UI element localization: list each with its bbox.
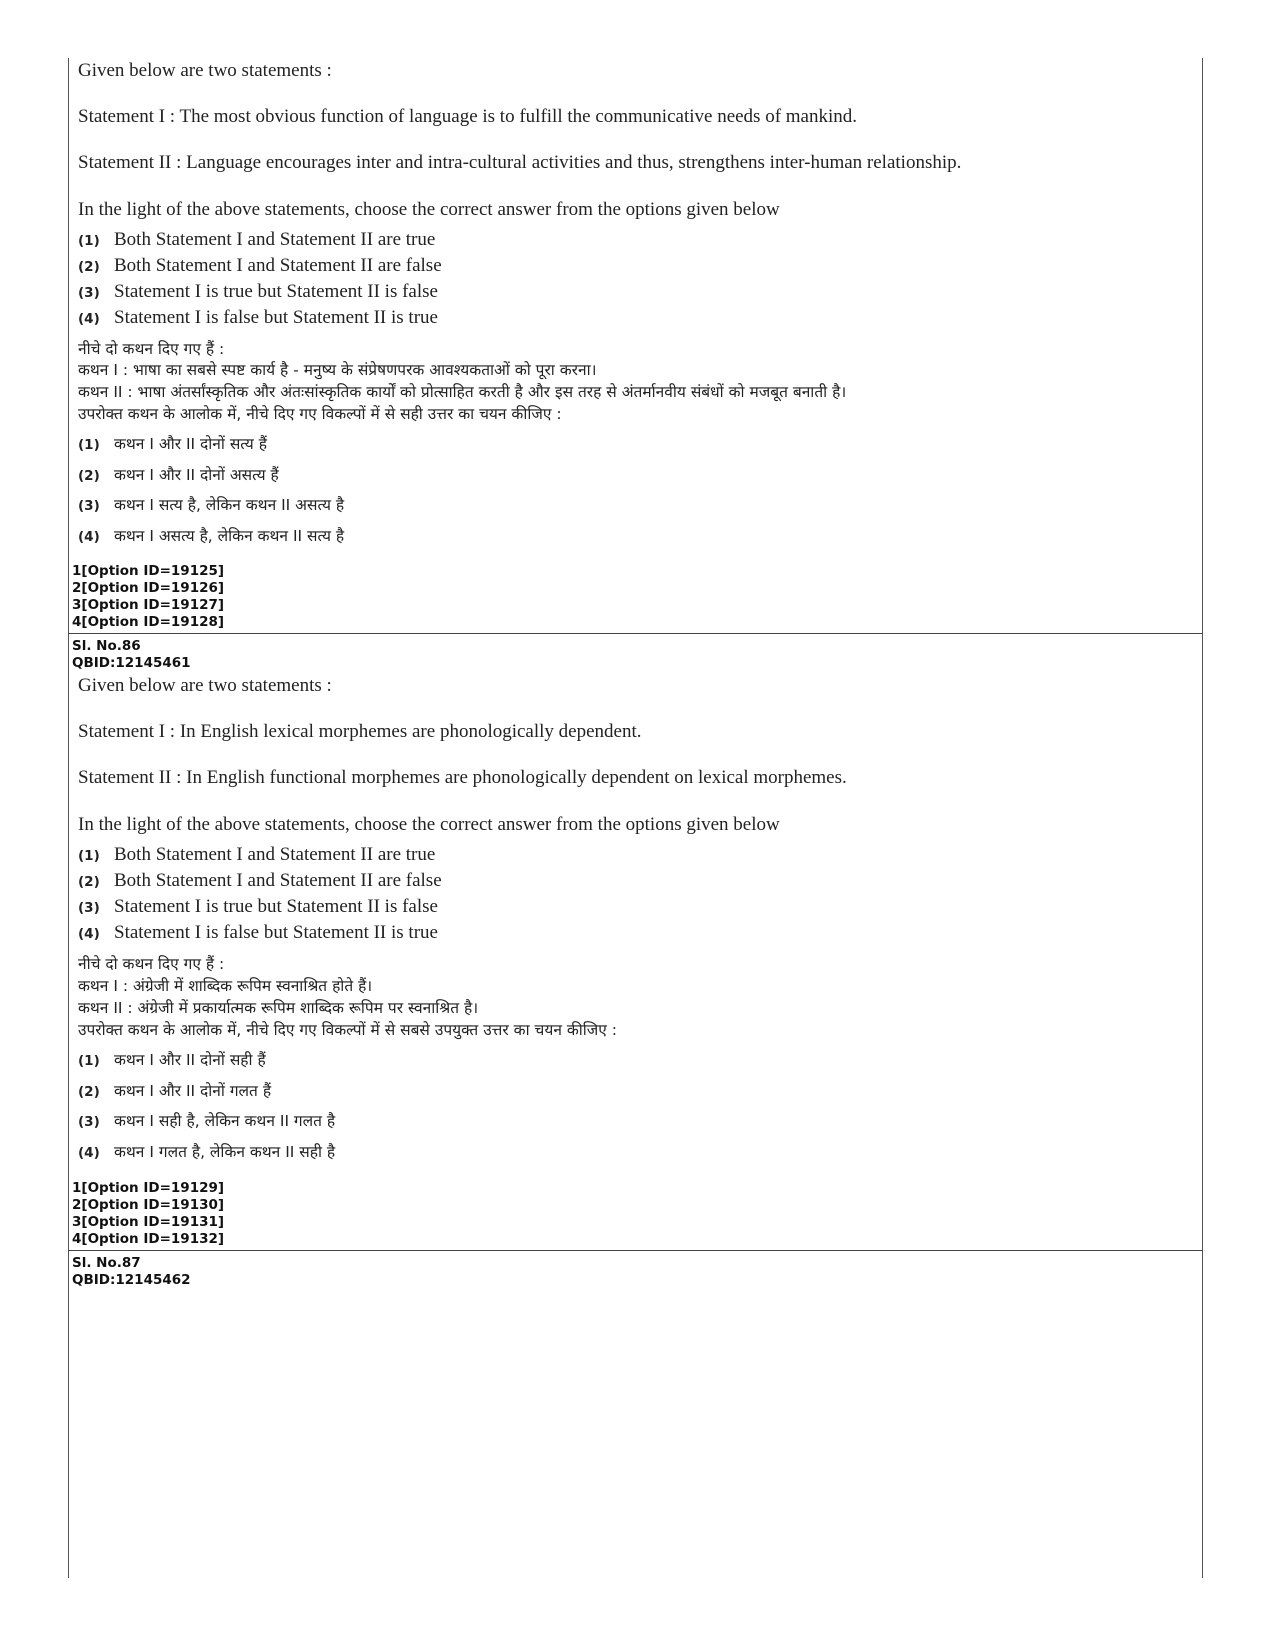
option-hi-1: (1) कथन I और II दोनों सत्य हैं (78, 435, 267, 453)
option-hi-1: (1) कथन I और II दोनों सही हैं (78, 1051, 266, 1069)
hindi-statement-1: कथन I : अंग्रेजी में शाब्दिक रूपिम स्वनाश्रित होते हैं। (78, 977, 373, 995)
option-id-3: 3[Option ID=19127] (72, 597, 225, 613)
hindi-statement-1: कथन I : भाषा का सबसे स्पष्ट कार्य है - मनुष्य के संप्रेषणपरक आवश्यकताओं को पूरा करना। (78, 361, 597, 379)
question-instruction: In the light of the above statements, choose the correct answer from the options given below (78, 814, 780, 835)
option-hi-4: (4) कथन I असत्य है, लेकिन कथन II सत्य है (78, 527, 345, 545)
option-id-3: 3[Option ID=19131] (72, 1214, 225, 1230)
serial-number: Sl. No.86 (72, 638, 141, 654)
option-ids (72, 1180, 224, 1248)
hindi-instruction: उपरोक्त कथन के आलोक में, नीचे दिए गए विकल्पों में से सबसे उपयुक्त उत्तर का चयन कीजिए : (78, 1021, 618, 1039)
serial-number: Sl. No.87 (72, 1255, 141, 1271)
option-id-1: 1[Option ID=19125] (72, 563, 225, 579)
option-en-3: (3) Statement I is true but Statement II is false (78, 281, 438, 302)
hindi-statement-2: कथन II : अंग्रेजी में प्रकार्यात्मक रूपिम शाब्दिक रूपिम पर स्वनाश्रित है। (78, 999, 479, 1017)
option-hi-4: (4) कथन I गलत है, लेकिन कथन II सही है (78, 1143, 336, 1161)
option-en-1: (1) Both Statement I and Statement II are true (78, 229, 436, 250)
qbid: QBID:12145461 (72, 655, 191, 671)
option-en-4: (4) Statement I is false but Statement II is true (78, 922, 438, 943)
hindi-intro: नीचे दो कथन दिए गए हैं : (78, 955, 225, 973)
option-en-3: (3) Statement I is true but Statement II is false (78, 896, 438, 917)
question-intro: Given below are two statements : (78, 60, 332, 81)
option-en-4: (4) Statement I is false but Statement II is true (78, 307, 438, 328)
statement-1: Statement I : In English lexical morphemes are phonologically dependent. (78, 721, 642, 742)
option-hi-2: (2) कथन I और II दोनों असत्य हैं (78, 466, 279, 484)
hindi-intro: नीचे दो कथन दिए गए हैं : (78, 340, 225, 358)
question-instruction: In the light of the above statements, choose the correct answer from the options given below (78, 199, 780, 220)
option-en-1: (1) Both Statement I and Statement II are true (78, 844, 436, 865)
option-id-2: 2[Option ID=19130] (72, 1197, 225, 1213)
hindi-statement-2: कथन II : भाषा अंतर्सांस्कृतिक और अंतःसांस्कृतिक कार्यों को प्रोत्साहित करती है और इस तरह से अंतर्मानवीय संबंधों को मजबूत बनाती है। (78, 383, 847, 401)
qbid: QBID:12145462 (72, 1272, 191, 1288)
option-id-4: 4[Option ID=19128] (72, 614, 225, 630)
question-divider (68, 633, 1203, 634)
question-header (72, 638, 191, 672)
option-hi-3: (3) कथन I सही है, लेकिन कथन II गलत है (78, 1112, 336, 1130)
option-hi-3: (3) कथन I सत्य है, लेकिन कथन II असत्य है (78, 496, 345, 514)
question-header (72, 1255, 191, 1289)
option-hi-2: (2) कथन I और II दोनों गलत हैं (78, 1082, 272, 1100)
option-ids (72, 563, 224, 631)
hindi-instruction: उपरोक्त कथन के आलोक में, नीचे दिए गए विकल्पों में से सही उत्तर का चयन कीजिए : (78, 405, 562, 423)
option-en-2: (2) Both Statement I and Statement II are false (78, 870, 442, 891)
option-en-2: (2) Both Statement I and Statement II are false (78, 255, 442, 276)
option-id-1: 1[Option ID=19129] (72, 1180, 225, 1196)
question-intro: Given below are two statements : (78, 675, 332, 696)
option-id-4: 4[Option ID=19132] (72, 1231, 225, 1247)
statement-2: Statement II : Language encourages inter and intra-cultural activities and thus, strengthens inter-human relationship. (78, 152, 962, 173)
question-divider (68, 1250, 1203, 1251)
statement-1: Statement I : The most obvious function of language is to fulfill the communicative needs of mankind. (78, 106, 858, 127)
statement-2: Statement II : In English functional morphemes are phonologically dependent on lexical morphemes. (78, 767, 847, 788)
option-id-2: 2[Option ID=19126] (72, 580, 225, 596)
